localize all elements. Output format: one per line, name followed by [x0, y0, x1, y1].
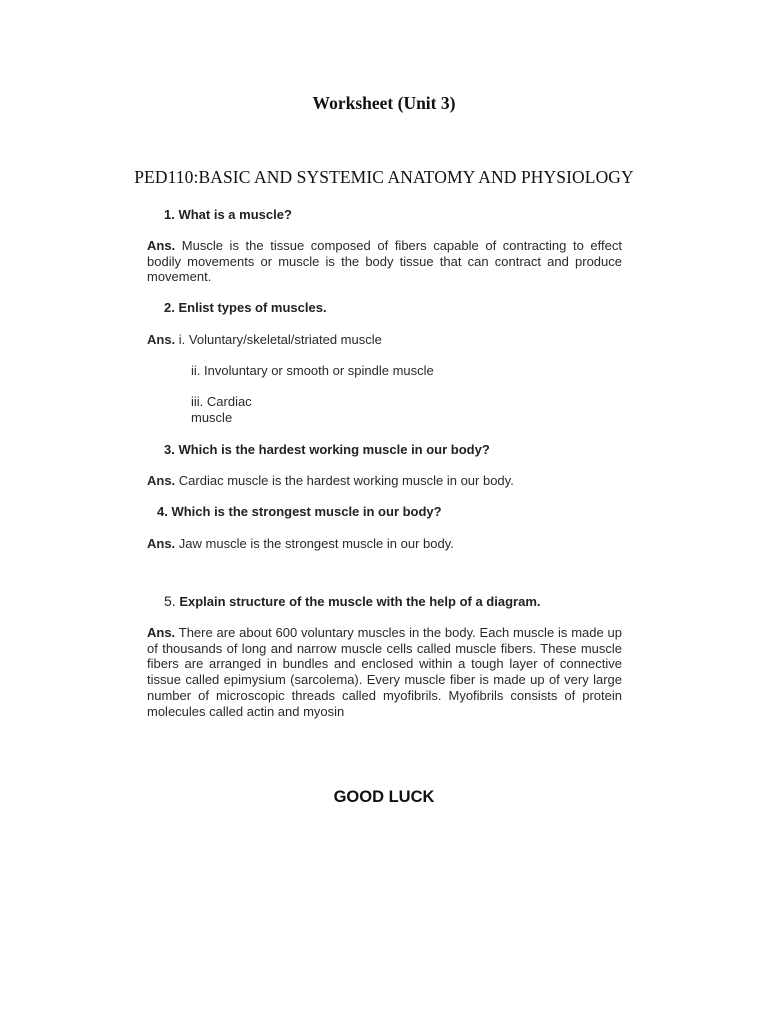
answer-3: [147, 473, 514, 489]
course-title: PED110:BASIC AND SYSTEMIC ANATOMY AND PHYSIOLOGY: [134, 167, 634, 187]
answer-5: [147, 625, 622, 719]
answer-5-label: Ans.: [147, 625, 176, 640]
question-5-text: Explain structure of the muscle with the help of a diagram.: [179, 594, 541, 609]
question-1-text: What is a muscle?: [178, 207, 292, 222]
answer-3-label: Ans.: [147, 473, 176, 488]
answer-4-text: Jaw muscle is the strongest muscle in our body.: [178, 536, 454, 551]
question-2: [164, 300, 327, 315]
question-4-number: 4.: [157, 504, 168, 519]
question-3-text: Which is the hardest working muscle in our body?: [178, 442, 490, 457]
muscle-type-1: i. Voluntary/skeletal/striated muscle: [178, 332, 382, 347]
answer-1: [147, 238, 622, 285]
question-1: [164, 207, 292, 222]
question-1-number: 1.: [164, 207, 175, 222]
answer-1-text: Muscle is the tissue composed of fibers capable of contracting to effect bodily movements or muscle is the body tissue that can contract and produce movement.: [147, 238, 622, 285]
answer-2: [147, 332, 382, 348]
question-2-text: Enlist types of muscles.: [178, 300, 327, 315]
question-3: [164, 442, 490, 457]
question-2-number: 2.: [164, 300, 175, 315]
answer-4: [147, 536, 454, 552]
question-5: [164, 593, 541, 609]
question-3-number: 3.: [164, 442, 175, 457]
question-5-number: 5.: [164, 593, 176, 609]
answer-2-label: Ans.: [147, 332, 176, 347]
muscle-type-2: ii. Involuntary or smooth or spindle muscle: [191, 363, 434, 378]
question-4-text: Which is the strongest muscle in our body?: [171, 504, 442, 519]
answer-3-text: Cardiac muscle is the hardest working muscle in our body.: [178, 473, 514, 488]
muscle-type-3-continued: muscle: [191, 410, 233, 425]
closing-message: GOOD LUCK: [333, 788, 435, 806]
question-4: [157, 504, 442, 519]
answer-5-text: There are about 600 voluntary muscles in the body. Each muscle is made up of thousands of long and narrow muscle cells called muscle fibers. These muscle fibers are arranged in bundles and enclosed within a tough layer of connective tissue called epimysium (sarcolema). Every muscle fiber is made up of very large number of microscopic threads called myofibrils. Myofibrils consists of protein molecules called actin and myosin: [147, 625, 622, 719]
answer-4-label: Ans.: [147, 536, 176, 551]
muscle-type-3: iii. Cardiac: [191, 394, 252, 409]
answer-1-label: Ans.: [147, 238, 176, 253]
document-title: Worksheet (Unit 3): [312, 93, 456, 113]
